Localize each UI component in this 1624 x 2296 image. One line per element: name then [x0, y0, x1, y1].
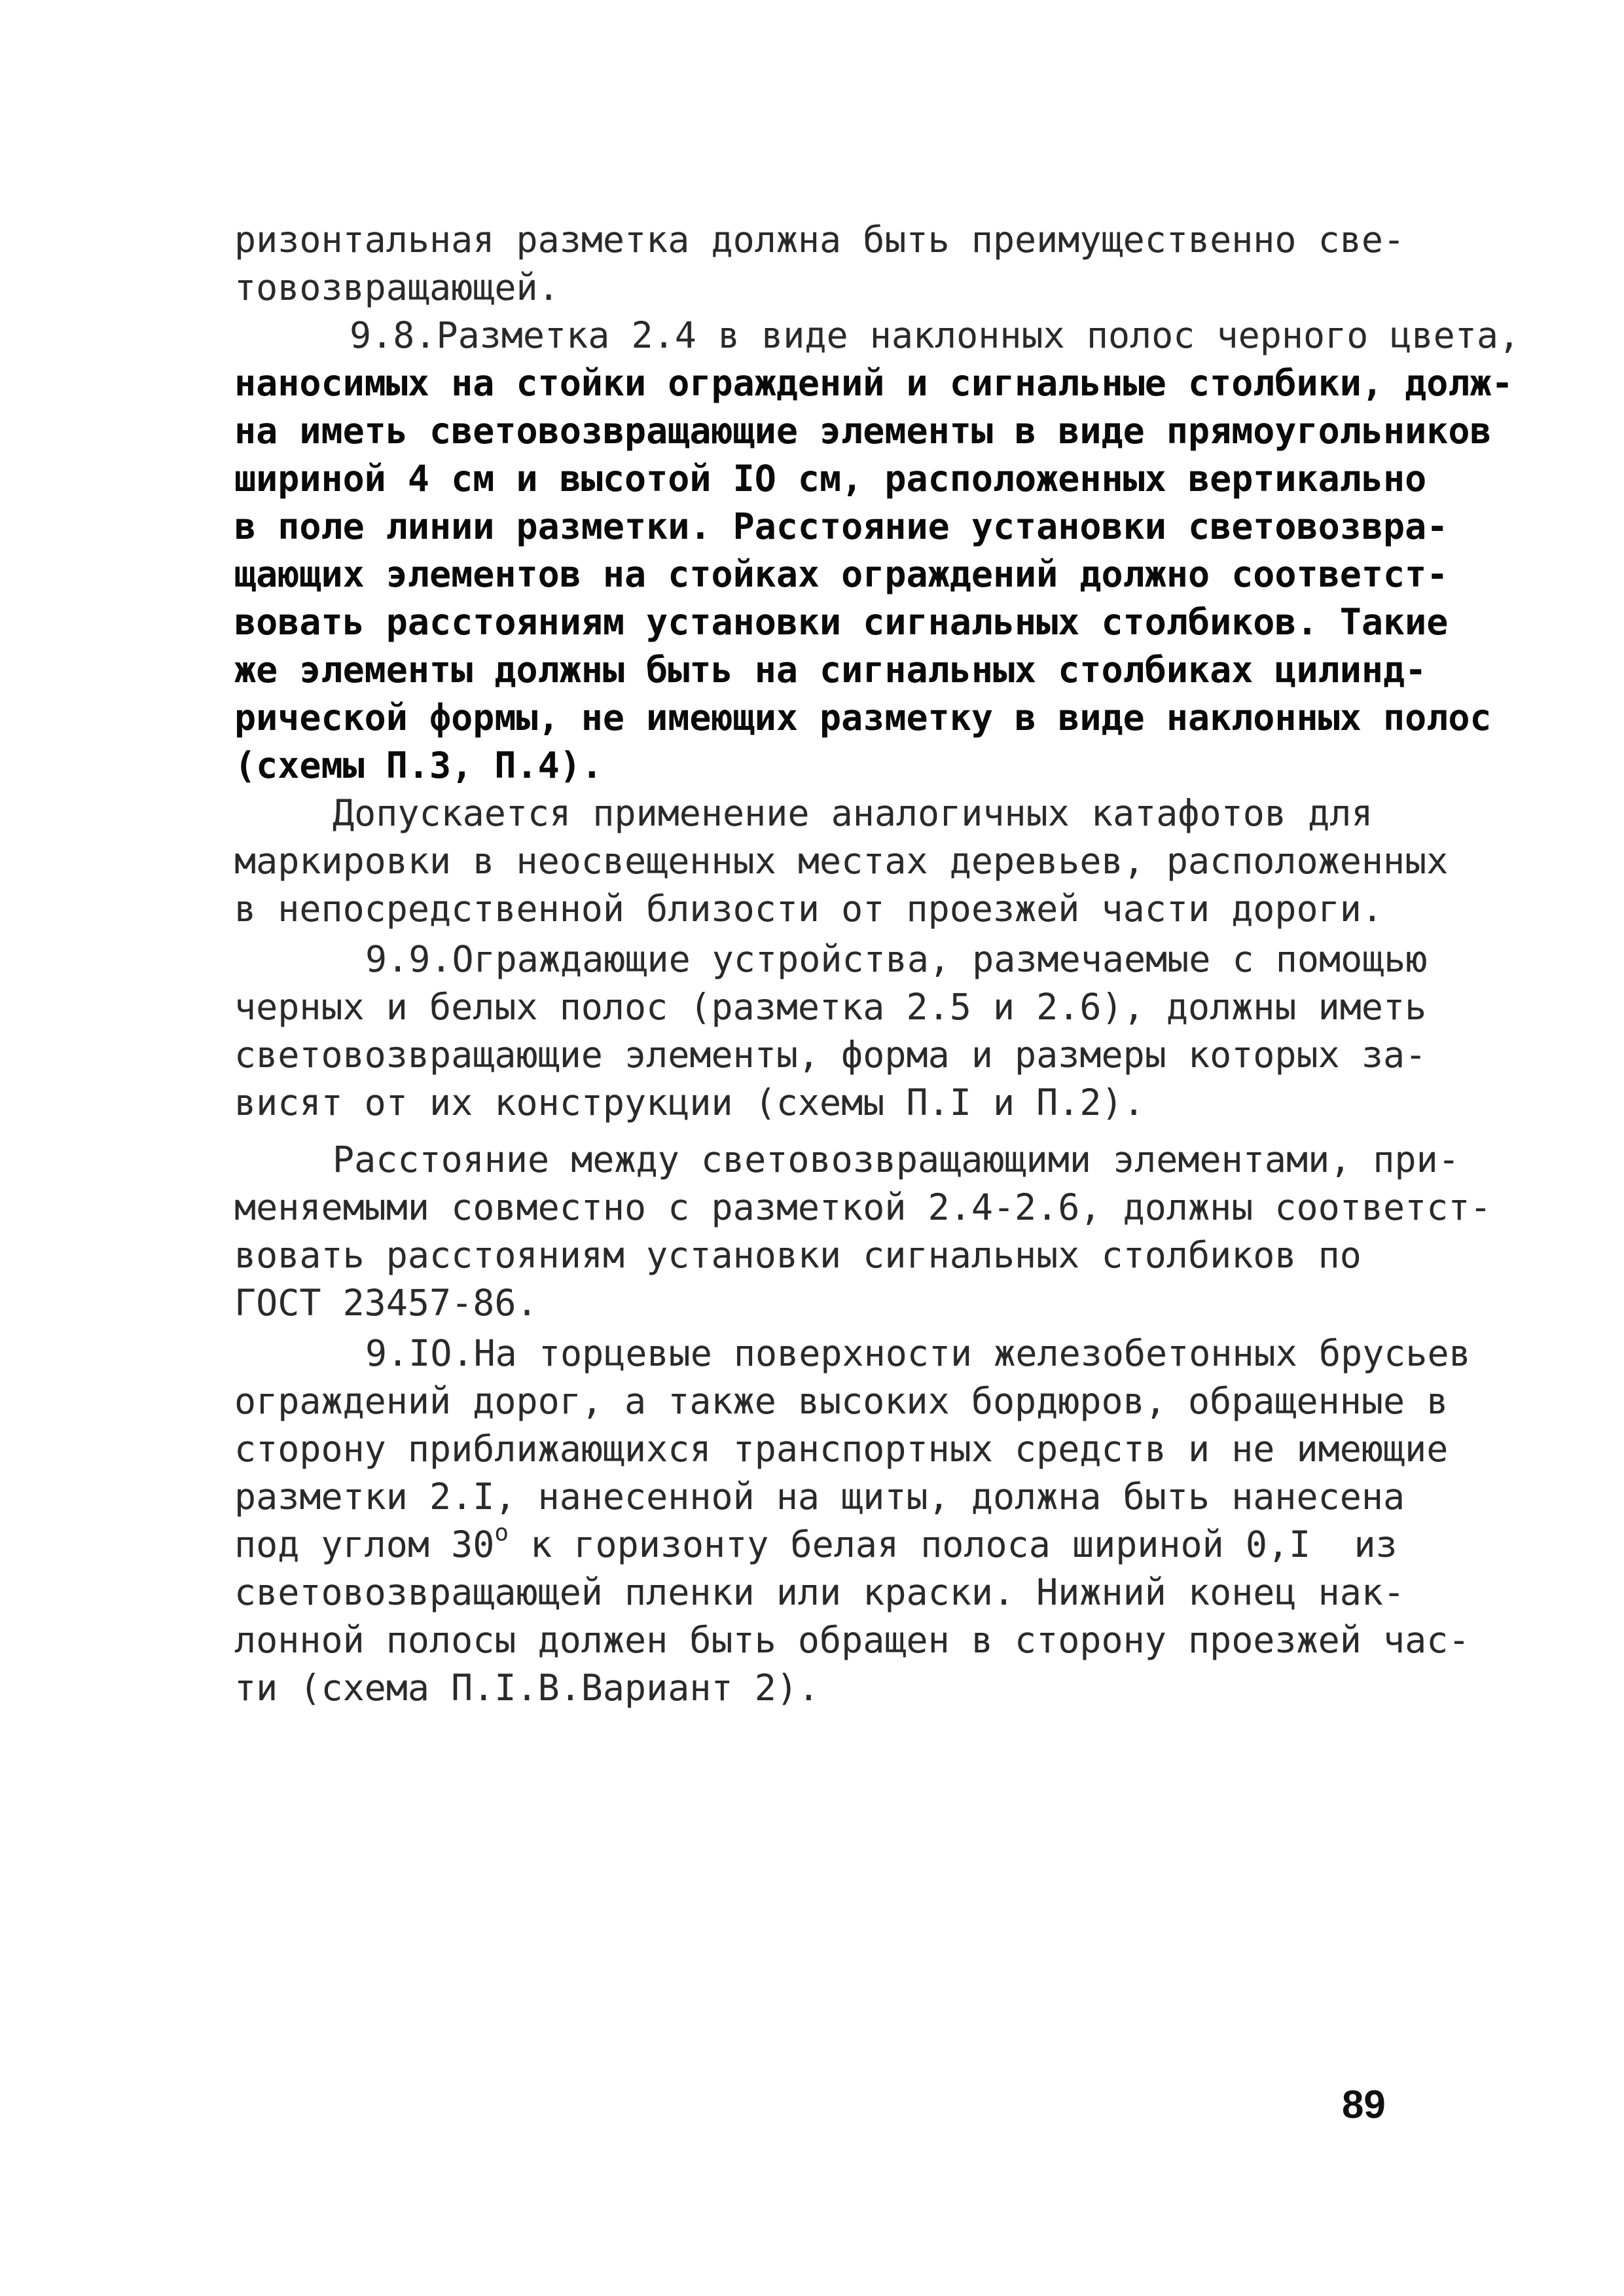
- text-line: же элементы должны быть на сигнальных столбиках цилинд-: [234, 649, 1427, 691]
- text-line: вовать расстояниям установки сигнальных столбиков. Такие: [234, 601, 1449, 643]
- angle-text-after: к горизонту белая полоса шириной 0,I из: [509, 1523, 1398, 1565]
- paragraph-distance-start: Расстояние между световозвращающими элементами, при-: [333, 1139, 1460, 1180]
- text-line: наносимых на стойки ограждений и сигнальные столбики, долж-: [234, 362, 1513, 404]
- text-line: сторону приближающихся транспортных средств и не имеющие: [234, 1428, 1449, 1470]
- text-line: световозвращающей пленки или краски. Нижний конец нак-: [234, 1571, 1405, 1613]
- text-line: ризонтальная разметка должна быть преимущественно све-: [234, 219, 1405, 261]
- text-line: световозвращающие элементы, форма и размеры которых за-: [234, 1034, 1427, 1076]
- text-line: висят от их конструкции (схемы П.I и П.2).: [234, 1082, 1145, 1123]
- text-line: (схемы П.3, П.4).: [234, 744, 603, 786]
- text-line: ти (схема П.I.В.Вариант 2).: [234, 1667, 820, 1709]
- text-line: маркировки в неосвещенных местах деревьев, расположенных: [234, 840, 1449, 882]
- paragraph-9-8-start: 9.8.Разметка 2.4 в виде наклонных полос черного цвета,: [350, 314, 1521, 356]
- text-line: в непосредственной близости от проезжей части дороги.: [234, 888, 1383, 930]
- paragraph-9-9-start: 9.9.Ограждающие устройства, размечаемые с помощью: [365, 938, 1428, 980]
- degree-superscript: o: [494, 1519, 509, 1546]
- text-line: черных и белых полос (разметка 2.5 и 2.6), должны иметь: [234, 986, 1427, 1028]
- text-line: шириной 4 см и высотой IO см, расположенных вертикально: [234, 458, 1427, 500]
- text-line: ГОСТ 23457-86.: [234, 1282, 538, 1324]
- text-line: на иметь световозвращающие элементы в виде прямоугольников: [234, 410, 1492, 452]
- text-line: разметки 2.I, нанесенной на щиты, должна быть нанесена: [234, 1476, 1405, 1518]
- text-line: товозвращающей.: [234, 266, 560, 308]
- paragraph-9-10-start: 9.IO.На торцевые поверхности железобетонных брусьев: [365, 1332, 1471, 1374]
- text-line: ограждений дорог, а также высоких бордюров, обращенные в: [234, 1380, 1449, 1422]
- text-line: щающих элементов на стойках ограждений должно соответст-: [234, 553, 1449, 595]
- body-text: [234, 216, 1521, 1712]
- text-line: рической формы, не имеющих разметку в виде наклонных полос: [234, 697, 1492, 738]
- page-number: 89: [1342, 2083, 1386, 2126]
- text-line-angle: [234, 1521, 1452, 1569]
- paragraph-katafoty-start: Допускается применение аналогичных катафотов для: [333, 792, 1373, 834]
- text-line: меняемыми совместно с разметкой 2.4-2.6, должны соответст-: [234, 1186, 1492, 1228]
- text-line: в поле линии разметки. Расстояние установки световозвра-: [234, 505, 1449, 547]
- text-line: вовать расстояниям установки сигнальных столбиков по: [234, 1234, 1362, 1276]
- angle-text-before: под углом 30: [234, 1523, 495, 1565]
- text-line: лонной полосы должен быть обращен в сторону проезжей час-: [234, 1619, 1470, 1661]
